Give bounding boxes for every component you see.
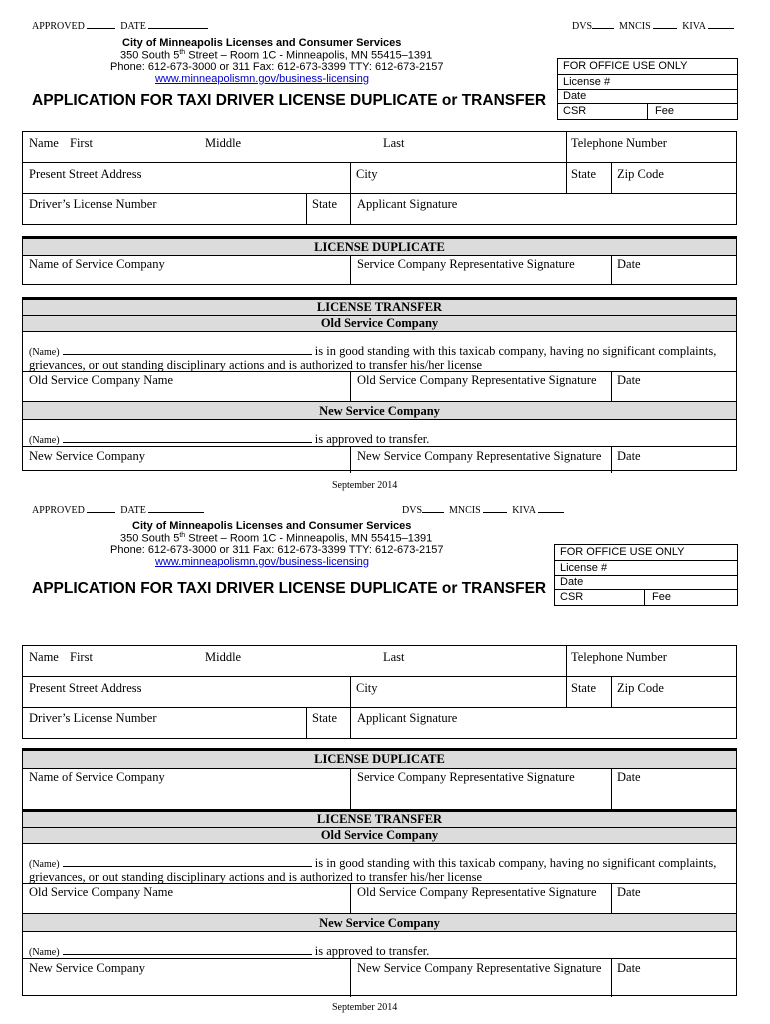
duplicate-heading: LICENSE DUPLICATE <box>314 752 445 766</box>
applicant-signature-label[interactable]: Applicant Signature <box>357 197 458 211</box>
transfer-section <box>22 809 737 996</box>
drivers-license-label[interactable]: Driver’s License Number <box>29 197 157 211</box>
row-divider <box>23 883 736 884</box>
dvs-line <box>402 503 564 516</box>
state-label[interactable]: State <box>571 681 596 695</box>
mncis-label: MNCIS <box>449 505 481 516</box>
col-divider <box>611 371 612 401</box>
old-rep-signature-label[interactable]: Old Service Company Representative Signature <box>357 373 597 387</box>
col-divider <box>611 446 612 473</box>
col-divider <box>350 255 351 285</box>
new-date-label[interactable]: Date <box>617 961 641 975</box>
kiva-label: KIVA <box>512 505 536 516</box>
new-company-heading: New Service Company <box>319 404 440 418</box>
new-company-label[interactable]: New Service Company <box>29 961 145 975</box>
telephone-label[interactable]: Telephone Number <box>571 136 667 150</box>
mncis-label: MNCIS <box>619 21 651 32</box>
col-divider <box>350 883 351 913</box>
office-use-box <box>554 544 738 606</box>
office-license: License # <box>555 561 737 576</box>
agency-name: City of Minneapolis Licenses and Consumer Services <box>132 520 412 532</box>
address-sup: th <box>179 532 186 539</box>
row-divider <box>23 707 736 708</box>
agency-phone: Phone: 612-673-3000 or 311 Fax: 612-673-3399 TTY: 612-673-2157 <box>110 544 444 556</box>
col-divider <box>350 768 351 811</box>
service-company-label[interactable]: Name of Service Company <box>29 770 165 784</box>
col-divider <box>611 255 612 285</box>
col-divider <box>350 162 351 225</box>
applicant-table <box>22 131 737 225</box>
row-divider <box>23 676 736 677</box>
row-divider <box>23 401 736 402</box>
mncis-blank[interactable] <box>653 19 677 29</box>
office-divider <box>644 590 645 605</box>
approved-blank[interactable] <box>87 503 115 513</box>
footer-date: September 2014 <box>332 1002 398 1013</box>
office-fee-label: Fee <box>655 105 674 117</box>
date-label: DATE <box>120 505 146 516</box>
old-name-label: (Name) <box>29 347 60 358</box>
row-divider <box>23 843 736 844</box>
approved-blank[interactable] <box>87 19 115 29</box>
office-divider <box>647 104 648 119</box>
new-company-label[interactable]: New Service Company <box>29 449 145 463</box>
street-address-label[interactable]: Present Street Address <box>29 167 142 181</box>
mncis-blank[interactable] <box>483 503 507 513</box>
address-post: Street – Room 1C - Minneapolis, MN 55415–1391 <box>185 532 433 545</box>
old-name-line <box>29 856 716 871</box>
old-company-name-label[interactable]: Old Service Company Name <box>29 373 174 387</box>
old-name-blank[interactable] <box>63 345 312 355</box>
office-use-box <box>557 58 738 120</box>
form-title: APPLICATION FOR TAXI DRIVER LICENSE DUPLICATE or TRANSFER <box>32 580 547 597</box>
approved-label: APPROVED <box>32 21 85 32</box>
duplicate-heading: LICENSE DUPLICATE <box>314 240 445 254</box>
office-fee-label: Fee <box>652 591 671 603</box>
middle-name-label[interactable]: Middle <box>205 136 242 150</box>
row-divider <box>23 931 736 932</box>
transfer-heading: LICENSE TRANSFER <box>316 812 443 826</box>
date-blank[interactable] <box>148 503 204 513</box>
kiva-blank[interactable] <box>538 503 564 513</box>
dl-state-label[interactable]: State <box>312 711 337 725</box>
new-rep-signature-label[interactable]: New Service Company Representative Signature <box>357 961 602 975</box>
office-date: Date <box>555 576 737 590</box>
dvs-blank[interactable] <box>422 503 444 513</box>
transfer-section <box>22 297 737 471</box>
col-divider <box>350 958 351 997</box>
new-name-blank[interactable] <box>63 433 312 443</box>
rep-signature-label[interactable]: Service Company Representative Signature <box>357 257 575 271</box>
name-label: Name <box>29 136 59 150</box>
col-divider <box>350 446 351 473</box>
approved-label: APPROVED <box>32 505 85 516</box>
city-label[interactable]: City <box>356 167 378 181</box>
approved-line <box>32 503 204 516</box>
new-name-line <box>29 432 429 447</box>
form-title: APPLICATION FOR TAXI DRIVER LICENSE DUPLICATE or TRANSFER <box>32 92 547 109</box>
row-divider <box>23 371 736 372</box>
date-blank[interactable] <box>148 19 208 29</box>
col-divider <box>306 707 307 739</box>
zip-label[interactable]: Zip Code <box>617 681 664 695</box>
address-sup: th <box>179 49 186 56</box>
zip-label[interactable]: Zip Code <box>617 167 664 181</box>
old-company-heading: Old Service Company <box>320 316 439 330</box>
office-license: License # <box>558 75 737 90</box>
footer-date: September 2014 <box>332 480 398 491</box>
col-divider <box>611 958 612 997</box>
office-date: Date <box>558 90 737 104</box>
new-rep-signature-label[interactable]: New Service Company Representative Signature <box>357 449 602 463</box>
approved-line <box>32 19 208 32</box>
middle-name-label[interactable]: Middle <box>205 650 242 664</box>
duplicate-date-label[interactable]: Date <box>617 770 641 784</box>
standing-text-1: is in good standing with this taxicab company, having no significant complaints, <box>314 856 717 870</box>
dvs-blank[interactable] <box>592 19 614 29</box>
address-pre: 350 South 5 <box>120 532 180 545</box>
col-divider <box>611 676 612 707</box>
form-copy-2 <box>0 505 770 1024</box>
office-csr-label: CSR <box>563 105 587 117</box>
duplicate-section <box>22 748 737 810</box>
col-divider <box>350 676 351 739</box>
office-use-heading: FOR OFFICE USE ONLY <box>558 59 737 75</box>
row-divider <box>23 419 736 420</box>
dl-state-label[interactable]: State <box>312 197 337 211</box>
col-divider <box>611 883 612 913</box>
duplicate-section <box>22 236 737 285</box>
office-csr <box>555 590 737 605</box>
agency-phone: Phone: 612-673-3000 or 311 Fax: 612-673-3399 TTY: 612-673-2157 <box>110 61 444 73</box>
agency-address <box>120 532 432 545</box>
agency-website-link[interactable]: www.minneapolismn.gov/business-licensing <box>155 73 369 85</box>
agency-name: City of Minneapolis Licenses and Consumer Services <box>122 37 402 49</box>
office-csr-label: CSR <box>560 591 584 603</box>
row-divider <box>23 446 736 447</box>
office-use-heading: FOR OFFICE USE ONLY <box>555 545 737 561</box>
duplicate-date-label[interactable]: Date <box>617 257 641 271</box>
applicant-signature-label[interactable]: Applicant Signature <box>357 711 458 725</box>
old-name-line <box>29 344 716 359</box>
old-company-name-label[interactable]: Old Service Company Name <box>29 885 174 899</box>
agency-website-link[interactable]: www.minneapolismn.gov/business-licensing <box>155 556 369 568</box>
dvs-label: DVS <box>572 21 593 32</box>
old-rep-signature-label[interactable]: Old Service Company Representative Signature <box>357 885 597 899</box>
address-post: Street – Room 1C - Minneapolis, MN 55415–1391 <box>185 49 433 62</box>
first-name-label[interactable]: First <box>70 136 93 150</box>
date-label: DATE <box>120 21 146 32</box>
drivers-license-label[interactable]: Driver’s License Number <box>29 711 157 725</box>
row-divider <box>23 768 736 769</box>
dvs-label: DVS <box>402 505 423 516</box>
new-date-label[interactable]: Date <box>617 449 641 463</box>
row-divider <box>23 193 736 194</box>
row-divider <box>23 162 736 163</box>
dvs-line <box>572 19 734 32</box>
new-name-blank[interactable] <box>63 945 312 955</box>
agency-address <box>120 49 432 62</box>
col-divider <box>611 162 612 193</box>
last-name-label[interactable]: Last <box>383 650 405 664</box>
row-divider <box>23 913 736 914</box>
old-date-label[interactable]: Date <box>617 885 641 899</box>
old-name-blank[interactable] <box>63 857 312 867</box>
service-company-label[interactable]: Name of Service Company <box>29 257 165 271</box>
last-name-label[interactable]: Last <box>383 136 405 150</box>
old-company-heading: Old Service Company <box>320 828 439 842</box>
old-date-label[interactable]: Date <box>617 373 641 387</box>
state-label[interactable]: State <box>571 167 596 181</box>
rep-signature-label[interactable]: Service Company Representative Signature <box>357 770 575 784</box>
new-name-line <box>29 944 429 959</box>
row-divider <box>23 331 736 332</box>
name-label: Name <box>29 650 59 664</box>
kiva-blank[interactable] <box>708 19 734 29</box>
applicant-table <box>22 645 737 739</box>
first-name-label[interactable]: First <box>70 650 93 664</box>
city-label[interactable]: City <box>356 681 378 695</box>
col-divider <box>306 193 307 225</box>
row-divider <box>23 255 736 256</box>
approved-text: is approved to transfer. <box>314 944 430 958</box>
standing-text-1: is in good standing with this taxicab company, having no significant complaints, <box>314 344 717 358</box>
transfer-heading: LICENSE TRANSFER <box>316 300 443 314</box>
col-divider <box>566 646 567 707</box>
col-divider <box>566 132 567 193</box>
old-name-label: (Name) <box>29 859 60 870</box>
standing-text-2: grievances, or out standing disciplinary actions and is authorized to transfer his/her license <box>29 870 482 884</box>
col-divider <box>611 768 612 811</box>
row-divider <box>23 958 736 959</box>
new-name-label: (Name) <box>29 435 60 446</box>
office-csr <box>558 104 737 119</box>
address-pre: 350 South 5 <box>120 49 180 62</box>
new-name-label: (Name) <box>29 947 60 958</box>
kiva-label: KIVA <box>682 21 706 32</box>
new-company-heading: New Service Company <box>319 916 440 930</box>
street-address-label[interactable]: Present Street Address <box>29 681 142 695</box>
col-divider <box>350 371 351 401</box>
telephone-label[interactable]: Telephone Number <box>571 650 667 664</box>
standing-text-2: grievances, or out standing disciplinary actions and is authorized to transfer his/her license <box>29 358 482 372</box>
approved-text: is approved to transfer. <box>314 432 430 446</box>
